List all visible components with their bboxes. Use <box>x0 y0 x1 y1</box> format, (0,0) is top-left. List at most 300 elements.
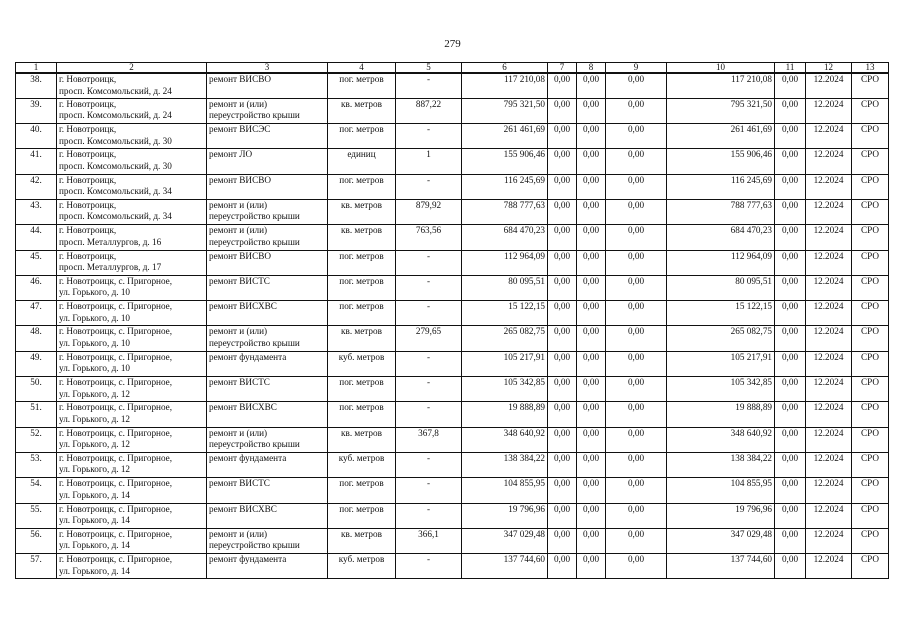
col-10-value-cell: 261 461,69 <box>667 124 775 149</box>
table-row <box>16 452 889 477</box>
col-9-value-cell: 0,00 <box>606 250 667 275</box>
col-8-value-cell: 0,00 <box>577 452 606 477</box>
col-7-value-cell: 0,00 <box>548 478 577 503</box>
work-type-cell <box>207 503 328 528</box>
col-7-value-cell: 0,00 <box>548 124 577 149</box>
address-line-2: просп. Комсомольский, д. 30 <box>59 135 172 146</box>
work-type-line-1: ремонт ВИСХВС <box>209 503 277 514</box>
repair-register-table <box>15 62 889 579</box>
address-cell <box>57 452 207 477</box>
total-cost-cell: 137 744,60 <box>462 554 548 579</box>
column-header-9: 9 <box>606 63 667 74</box>
col-7-value-cell: 0,00 <box>548 528 577 553</box>
row-number-cell: 47. <box>16 301 57 326</box>
work-type-cell <box>207 98 328 123</box>
work-type-cell <box>207 250 328 275</box>
col-11-value-cell: 0,00 <box>775 351 806 376</box>
row-number-cell: 38. <box>16 73 57 98</box>
unit-cell: пог. метров <box>328 250 396 275</box>
funding-source-cell: СРО <box>852 124 889 149</box>
address-line-2: ул. Горького, д. 14 <box>59 489 131 500</box>
address-line-2: ул. Горького, д. 14 <box>59 515 131 526</box>
completion-date-cell: 12.2024 <box>806 250 852 275</box>
column-header-12: 12 <box>806 63 852 74</box>
total-cost-cell: 105 217,91 <box>462 351 548 376</box>
address-line-2: ул. Горького, д. 12 <box>59 439 131 450</box>
quantity-cell: 879,92 <box>396 199 462 224</box>
table-row <box>16 301 889 326</box>
col-8-value-cell: 0,00 <box>577 149 606 174</box>
row-number-cell: 53. <box>16 452 57 477</box>
work-type-line-1: ремонт ВИСВО <box>209 250 271 261</box>
col-8-value-cell: 0,00 <box>577 427 606 452</box>
funding-source-cell: СРО <box>852 503 889 528</box>
column-number-row <box>16 63 889 74</box>
col-11-value-cell: 0,00 <box>775 528 806 553</box>
address-cell <box>57 326 207 351</box>
col-11-value-cell: 0,00 <box>775 326 806 351</box>
funding-source-cell: СРО <box>852 98 889 123</box>
completion-date-cell: 12.2024 <box>806 326 852 351</box>
funding-source-cell: СРО <box>852 478 889 503</box>
col-8-value-cell: 0,00 <box>577 402 606 427</box>
total-cost-cell: 19 796,96 <box>462 503 548 528</box>
col-7-value-cell: 0,00 <box>548 149 577 174</box>
address-cell <box>57 98 207 123</box>
funding-source-cell: СРО <box>852 275 889 300</box>
work-type-line-1: ремонт и (или) <box>209 98 268 109</box>
funding-source-cell: СРО <box>852 174 889 199</box>
funding-source-cell: СРО <box>852 73 889 98</box>
col-10-value-cell: 104 855,95 <box>667 478 775 503</box>
col-7-value-cell: 0,00 <box>548 503 577 528</box>
unit-cell: кв. метров <box>328 199 396 224</box>
address-line-1: г. Новотроицк, с. Пригорное, <box>59 427 173 438</box>
table-row <box>16 427 889 452</box>
address-cell <box>57 250 207 275</box>
work-type-line-1: ремонт ВИСВО <box>209 74 271 84</box>
address-line-2: ул. Горького, д. 12 <box>59 464 131 475</box>
row-number-cell: 52. <box>16 427 57 452</box>
quantity-cell: 887,22 <box>396 98 462 123</box>
quantity-cell: - <box>396 275 462 300</box>
quantity-cell: - <box>396 124 462 149</box>
table-row <box>16 275 889 300</box>
total-cost-cell: 347 029,48 <box>462 528 548 553</box>
col-11-value-cell: 0,00 <box>775 250 806 275</box>
unit-cell: пог. метров <box>328 402 396 427</box>
col-10-value-cell: 347 029,48 <box>667 528 775 553</box>
address-line-2: просп. Комсомольский, д. 34 <box>59 211 172 222</box>
funding-source-cell: СРО <box>852 149 889 174</box>
col-10-value-cell: 117 210,08 <box>667 73 775 98</box>
quantity-cell: 366,1 <box>396 528 462 553</box>
column-header-11: 11 <box>775 63 806 74</box>
row-number-cell: 43. <box>16 199 57 224</box>
col-9-value-cell: 0,00 <box>606 377 667 402</box>
col-9-value-cell: 0,00 <box>606 452 667 477</box>
completion-date-cell: 12.2024 <box>806 427 852 452</box>
table-row <box>16 503 889 528</box>
total-cost-cell: 348 640,92 <box>462 427 548 452</box>
work-type-line-2: переустройство крыши <box>209 540 300 551</box>
col-11-value-cell: 0,00 <box>775 377 806 402</box>
col-7-value-cell: 0,00 <box>548 225 577 250</box>
col-7-value-cell: 0,00 <box>548 326 577 351</box>
total-cost-cell: 788 777,63 <box>462 199 548 224</box>
col-11-value-cell: 0,00 <box>775 124 806 149</box>
total-cost-cell: 15 122,15 <box>462 301 548 326</box>
col-10-value-cell: 788 777,63 <box>667 199 775 224</box>
total-cost-cell: 117 210,08 <box>462 73 548 98</box>
address-line-2: просп. Комсомольский, д. 34 <box>59 186 172 197</box>
work-type-cell <box>207 174 328 199</box>
col-7-value-cell: 0,00 <box>548 275 577 300</box>
work-type-line-1: ремонт и (или) <box>209 528 268 539</box>
col-7-value-cell: 0,00 <box>548 73 577 98</box>
table-row <box>16 73 889 98</box>
work-type-line-2: переустройство крыши <box>209 211 300 222</box>
row-number-cell: 54. <box>16 478 57 503</box>
funding-source-cell: СРО <box>852 250 889 275</box>
work-type-line-1: ремонт ВИСХВС <box>209 402 277 413</box>
unit-cell: кв. метров <box>328 98 396 123</box>
completion-date-cell: 12.2024 <box>806 478 852 503</box>
quantity-cell: - <box>396 351 462 376</box>
col-9-value-cell: 0,00 <box>606 351 667 376</box>
quantity-cell: 367,8 <box>396 427 462 452</box>
address-cell <box>57 301 207 326</box>
col-7-value-cell: 0,00 <box>548 250 577 275</box>
work-type-cell <box>207 199 328 224</box>
col-7-value-cell: 0,00 <box>548 301 577 326</box>
completion-date-cell: 12.2024 <box>806 98 852 123</box>
column-header-2: 2 <box>57 63 207 74</box>
funding-source-cell: СРО <box>852 326 889 351</box>
work-type-line-1: ремонт и (или) <box>209 326 268 337</box>
col-11-value-cell: 0,00 <box>775 301 806 326</box>
work-type-cell <box>207 351 328 376</box>
col-11-value-cell: 0,00 <box>775 275 806 300</box>
address-cell <box>57 528 207 553</box>
total-cost-cell: 138 384,22 <box>462 452 548 477</box>
address-cell <box>57 377 207 402</box>
unit-cell: кв. метров <box>328 225 396 250</box>
col-7-value-cell: 0,00 <box>548 554 577 579</box>
work-type-line-1: ремонт ЛО <box>209 149 253 160</box>
row-number-cell: 41. <box>16 149 57 174</box>
row-number-cell: 39. <box>16 98 57 123</box>
completion-date-cell: 12.2024 <box>806 275 852 300</box>
completion-date-cell: 12.2024 <box>806 377 852 402</box>
col-8-value-cell: 0,00 <box>577 554 606 579</box>
table-body <box>16 73 889 579</box>
column-header-10: 10 <box>667 63 775 74</box>
col-11-value-cell: 0,00 <box>775 427 806 452</box>
work-type-cell <box>207 478 328 503</box>
col-10-value-cell: 80 095,51 <box>667 275 775 300</box>
address-line-1: г. Новотроицк, с. Пригорное, <box>59 452 173 463</box>
work-type-cell <box>207 73 328 98</box>
col-10-value-cell: 138 384,22 <box>667 452 775 477</box>
col-8-value-cell: 0,00 <box>577 275 606 300</box>
address-line-1: г. Новотроицк, <box>59 225 117 236</box>
completion-date-cell: 12.2024 <box>806 124 852 149</box>
col-7-value-cell: 0,00 <box>548 351 577 376</box>
col-8-value-cell: 0,00 <box>577 528 606 553</box>
col-10-value-cell: 105 217,91 <box>667 351 775 376</box>
column-header-13: 13 <box>852 63 889 74</box>
work-type-line-1: ремонт ВИСТС <box>209 478 270 489</box>
unit-cell: пог. метров <box>328 377 396 402</box>
col-8-value-cell: 0,00 <box>577 250 606 275</box>
unit-cell: пог. метров <box>328 301 396 326</box>
table-row <box>16 326 889 351</box>
address-line-2: просп. Комсомольский, д. 30 <box>59 160 172 171</box>
col-9-value-cell: 0,00 <box>606 275 667 300</box>
col-9-value-cell: 0,00 <box>606 402 667 427</box>
unit-cell: пог. метров <box>328 503 396 528</box>
total-cost-cell: 684 470,23 <box>462 225 548 250</box>
work-type-line-1: ремонт и (или) <box>209 225 268 236</box>
address-line-1: г. Новотроицк, <box>59 199 117 210</box>
work-type-cell <box>207 452 328 477</box>
unit-cell: пог. метров <box>328 124 396 149</box>
table-row <box>16 377 889 402</box>
work-type-line-1: ремонт и (или) <box>209 199 268 210</box>
col-10-value-cell: 684 470,23 <box>667 225 775 250</box>
quantity-cell: - <box>396 478 462 503</box>
work-type-cell <box>207 377 328 402</box>
address-line-1: г. Новотроицк, с. Пригорное, <box>59 478 173 489</box>
quantity-cell: - <box>396 73 462 98</box>
col-11-value-cell: 0,00 <box>775 199 806 224</box>
row-number-cell: 51. <box>16 402 57 427</box>
column-header-5: 5 <box>396 63 462 74</box>
col-9-value-cell: 0,00 <box>606 73 667 98</box>
address-cell <box>57 124 207 149</box>
col-7-value-cell: 0,00 <box>548 402 577 427</box>
col-8-value-cell: 0,00 <box>577 351 606 376</box>
address-line-2: ул. Горького, д. 10 <box>59 287 131 298</box>
col-10-value-cell: 15 122,15 <box>667 301 775 326</box>
address-line-2: ул. Горького, д. 10 <box>59 363 131 374</box>
address-line-1: г. Новотроицк, с. Пригорное, <box>59 528 173 539</box>
col-9-value-cell: 0,00 <box>606 225 667 250</box>
col-9-value-cell: 0,00 <box>606 174 667 199</box>
address-cell <box>57 149 207 174</box>
unit-cell: кв. метров <box>328 528 396 553</box>
work-type-line-2: переустройство крыши <box>209 236 300 247</box>
address-line-2: ул. Горького, д. 12 <box>59 413 131 424</box>
col-9-value-cell: 0,00 <box>606 301 667 326</box>
work-type-cell <box>207 427 328 452</box>
unit-cell: кв. метров <box>328 326 396 351</box>
col-9-value-cell: 0,00 <box>606 503 667 528</box>
work-type-cell <box>207 528 328 553</box>
work-type-line-1: ремонт фундамента <box>209 452 287 463</box>
unit-cell: куб. метров <box>328 452 396 477</box>
col-10-value-cell: 795 321,50 <box>667 98 775 123</box>
address-cell <box>57 427 207 452</box>
work-type-line-2: переустройство крыши <box>209 337 300 348</box>
unit-cell: куб. метров <box>328 351 396 376</box>
work-type-line-1: ремонт и (или) <box>209 427 268 438</box>
address-cell <box>57 503 207 528</box>
address-line-1: г. Новотроицк, с. Пригорное, <box>59 377 173 388</box>
row-number-cell: 46. <box>16 275 57 300</box>
col-11-value-cell: 0,00 <box>775 402 806 427</box>
col-7-value-cell: 0,00 <box>548 452 577 477</box>
address-cell <box>57 478 207 503</box>
completion-date-cell: 12.2024 <box>806 351 852 376</box>
quantity-cell: - <box>396 402 462 427</box>
table-row <box>16 478 889 503</box>
col-9-value-cell: 0,00 <box>606 124 667 149</box>
address-line-1: г. Новотроицк, с. Пригорное, <box>59 554 173 565</box>
work-type-line-1: ремонт ВИСТС <box>209 275 270 286</box>
total-cost-cell: 105 342,85 <box>462 377 548 402</box>
column-header-6: 6 <box>462 63 548 74</box>
completion-date-cell: 12.2024 <box>806 174 852 199</box>
funding-source-cell: СРО <box>852 452 889 477</box>
col-7-value-cell: 0,00 <box>548 174 577 199</box>
table-row <box>16 98 889 123</box>
column-header-7: 7 <box>548 63 577 74</box>
col-9-value-cell: 0,00 <box>606 528 667 553</box>
quantity-cell: - <box>396 377 462 402</box>
work-type-cell <box>207 275 328 300</box>
table-header <box>16 63 889 74</box>
unit-cell: пог. метров <box>328 275 396 300</box>
col-8-value-cell: 0,00 <box>577 478 606 503</box>
quantity-cell: - <box>396 503 462 528</box>
col-7-value-cell: 0,00 <box>548 199 577 224</box>
col-8-value-cell: 0,00 <box>577 73 606 98</box>
row-number-cell: 50. <box>16 377 57 402</box>
col-8-value-cell: 0,00 <box>577 174 606 199</box>
quantity-cell: - <box>396 452 462 477</box>
col-8-value-cell: 0,00 <box>577 326 606 351</box>
col-10-value-cell: 137 744,60 <box>667 554 775 579</box>
address-line-2: ул. Горького, д. 10 <box>59 337 131 348</box>
col-10-value-cell: 19 796,96 <box>667 503 775 528</box>
col-10-value-cell: 105 342,85 <box>667 377 775 402</box>
address-line-1: г. Новотроицк, <box>59 98 117 109</box>
column-header-3: 3 <box>207 63 328 74</box>
quantity-cell: - <box>396 301 462 326</box>
col-8-value-cell: 0,00 <box>577 503 606 528</box>
col-10-value-cell: 265 082,75 <box>667 326 775 351</box>
work-type-cell <box>207 301 328 326</box>
work-type-line-1: ремонт ВИСХВС <box>209 301 277 312</box>
col-11-value-cell: 0,00 <box>775 452 806 477</box>
completion-date-cell: 12.2024 <box>806 554 852 579</box>
quantity-cell: - <box>396 174 462 199</box>
col-9-value-cell: 0,00 <box>606 478 667 503</box>
col-10-value-cell: 112 964,09 <box>667 250 775 275</box>
address-line-1: г. Новотроицк, <box>59 74 117 84</box>
unit-cell: пог. метров <box>328 478 396 503</box>
total-cost-cell: 19 888,89 <box>462 402 548 427</box>
address-line-2: просп. Комсомольский, д. 24 <box>59 110 172 121</box>
funding-source-cell: СРО <box>852 199 889 224</box>
funding-source-cell: СРО <box>852 554 889 579</box>
table-row <box>16 225 889 250</box>
funding-source-cell: СРО <box>852 301 889 326</box>
unit-cell: пог. метров <box>328 73 396 98</box>
col-8-value-cell: 0,00 <box>577 225 606 250</box>
col-11-value-cell: 0,00 <box>775 554 806 579</box>
address-line-2: просп. Металлургов, д. 17 <box>59 262 162 273</box>
address-line-1: г. Новотроицк, с. Пригорное, <box>59 326 173 337</box>
col-9-value-cell: 0,00 <box>606 427 667 452</box>
total-cost-cell: 265 082,75 <box>462 326 548 351</box>
col-8-value-cell: 0,00 <box>577 199 606 224</box>
completion-date-cell: 12.2024 <box>806 528 852 553</box>
col-11-value-cell: 0,00 <box>775 174 806 199</box>
col-11-value-cell: 0,00 <box>775 73 806 98</box>
work-type-cell <box>207 554 328 579</box>
address-line-2: ул. Горького, д. 10 <box>59 312 131 323</box>
col-8-value-cell: 0,00 <box>577 98 606 123</box>
completion-date-cell: 12.2024 <box>806 402 852 427</box>
unit-cell: единиц <box>328 149 396 174</box>
col-9-value-cell: 0,00 <box>606 98 667 123</box>
col-11-value-cell: 0,00 <box>775 225 806 250</box>
col-9-value-cell: 0,00 <box>606 199 667 224</box>
funding-source-cell: СРО <box>852 427 889 452</box>
funding-source-cell: СРО <box>852 377 889 402</box>
funding-source-cell: СРО <box>852 351 889 376</box>
total-cost-cell: 795 321,50 <box>462 98 548 123</box>
row-number-cell: 48. <box>16 326 57 351</box>
column-header-4: 4 <box>328 63 396 74</box>
total-cost-cell: 112 964,09 <box>462 250 548 275</box>
unit-cell: куб. метров <box>328 554 396 579</box>
address-line-2: ул. Горького, д. 12 <box>59 388 131 399</box>
address-cell <box>57 174 207 199</box>
table-row <box>16 199 889 224</box>
table-row <box>16 402 889 427</box>
row-number-cell: 49. <box>16 351 57 376</box>
work-type-line-2: переустройство крыши <box>209 110 300 121</box>
funding-source-cell: СРО <box>852 225 889 250</box>
quantity-cell: 763,56 <box>396 225 462 250</box>
address-line-1: г. Новотроицк, <box>59 250 117 261</box>
col-11-value-cell: 0,00 <box>775 149 806 174</box>
work-type-line-1: ремонт ВИСЭС <box>209 124 271 135</box>
quantity-cell: - <box>396 554 462 579</box>
address-line-1: г. Новотроицк, с. Пригорное, <box>59 351 173 362</box>
address-line-2: ул. Горького, д. 14 <box>59 540 131 551</box>
address-line-1: г. Новотроицк, <box>59 174 117 185</box>
col-9-value-cell: 0,00 <box>606 554 667 579</box>
address-cell <box>57 351 207 376</box>
address-line-2: ул. Горького, д. 14 <box>59 565 131 576</box>
address-line-1: г. Новотроицк, <box>59 149 117 160</box>
table-row <box>16 554 889 579</box>
completion-date-cell: 12.2024 <box>806 149 852 174</box>
address-line-2: просп. Металлургов, д. 16 <box>59 236 162 247</box>
work-type-line-1: ремонт фундамента <box>209 554 287 565</box>
address-cell <box>57 225 207 250</box>
work-type-line-1: ремонт фундамента <box>209 351 287 362</box>
total-cost-cell: 80 095,51 <box>462 275 548 300</box>
col-7-value-cell: 0,00 <box>548 377 577 402</box>
work-type-cell <box>207 149 328 174</box>
quantity-cell: - <box>396 250 462 275</box>
